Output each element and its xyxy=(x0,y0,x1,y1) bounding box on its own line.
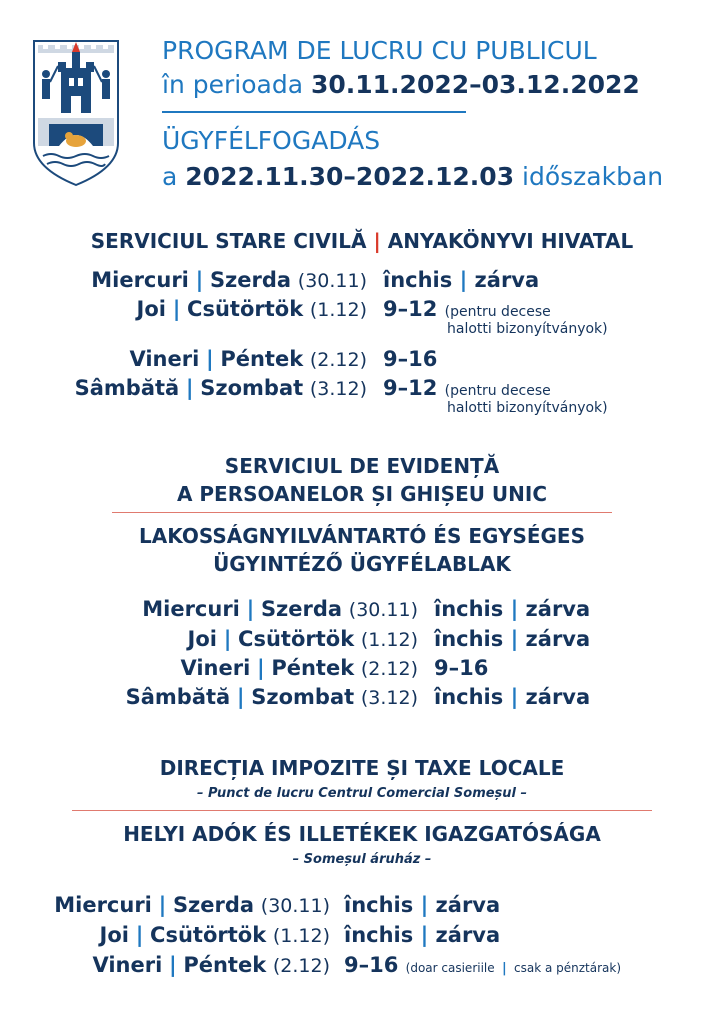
section2-title-ro-2: A PERSOANELOR ȘI GHIȘEU UNIC xyxy=(176,482,548,506)
section3-subtitle-ro: – Punct de lucru Centrul Comercial Someșul – xyxy=(196,786,528,801)
s1-saturday-note: halotti bizonyítványok) xyxy=(447,400,608,416)
header-period-hu: a 2022.11.30–2022.12.03 időszakban xyxy=(162,162,664,191)
header-period-ro: în perioada 30.11.2022–03.12.2022 xyxy=(162,70,640,99)
section1-title: SERVICIUL STARE CIVILĂ | ANYAKÖNYVI HIVATAL xyxy=(90,229,634,253)
section3-subtitle-hu: – Someșul áruház – xyxy=(292,852,432,867)
city-coat-of-arms-icon xyxy=(31,38,121,188)
section2-divider xyxy=(112,512,612,513)
section3-title-hu: HELYI ADÓK ÉS ILLETÉKEK IGAZGATÓSÁGA xyxy=(123,822,601,846)
header-title-ro: PROGRAM DE LUCRU CU PUBLICUL xyxy=(162,36,597,65)
section2-title-hu-1: LAKOSSÁGNYILVÁNTARTÓ ÉS EGYSÉGES xyxy=(139,524,585,548)
header-divider xyxy=(162,111,466,113)
section2-title-hu-2: ÜGYINTÉZŐ ÜGYFÉLABLAK xyxy=(213,552,511,576)
s1-thursday-note: halotti bizonyítványok) xyxy=(447,321,608,337)
header-title-hu: ÜGYFÉLFOGADÁS xyxy=(162,126,381,155)
section3-title-ro: DIRECȚIA IMPOZITE ȘI TAXE LOCALE xyxy=(159,756,565,780)
section3-divider xyxy=(72,810,652,811)
section2-title-ro-1: SERVICIUL DE EVIDENȚĂ xyxy=(224,454,500,478)
